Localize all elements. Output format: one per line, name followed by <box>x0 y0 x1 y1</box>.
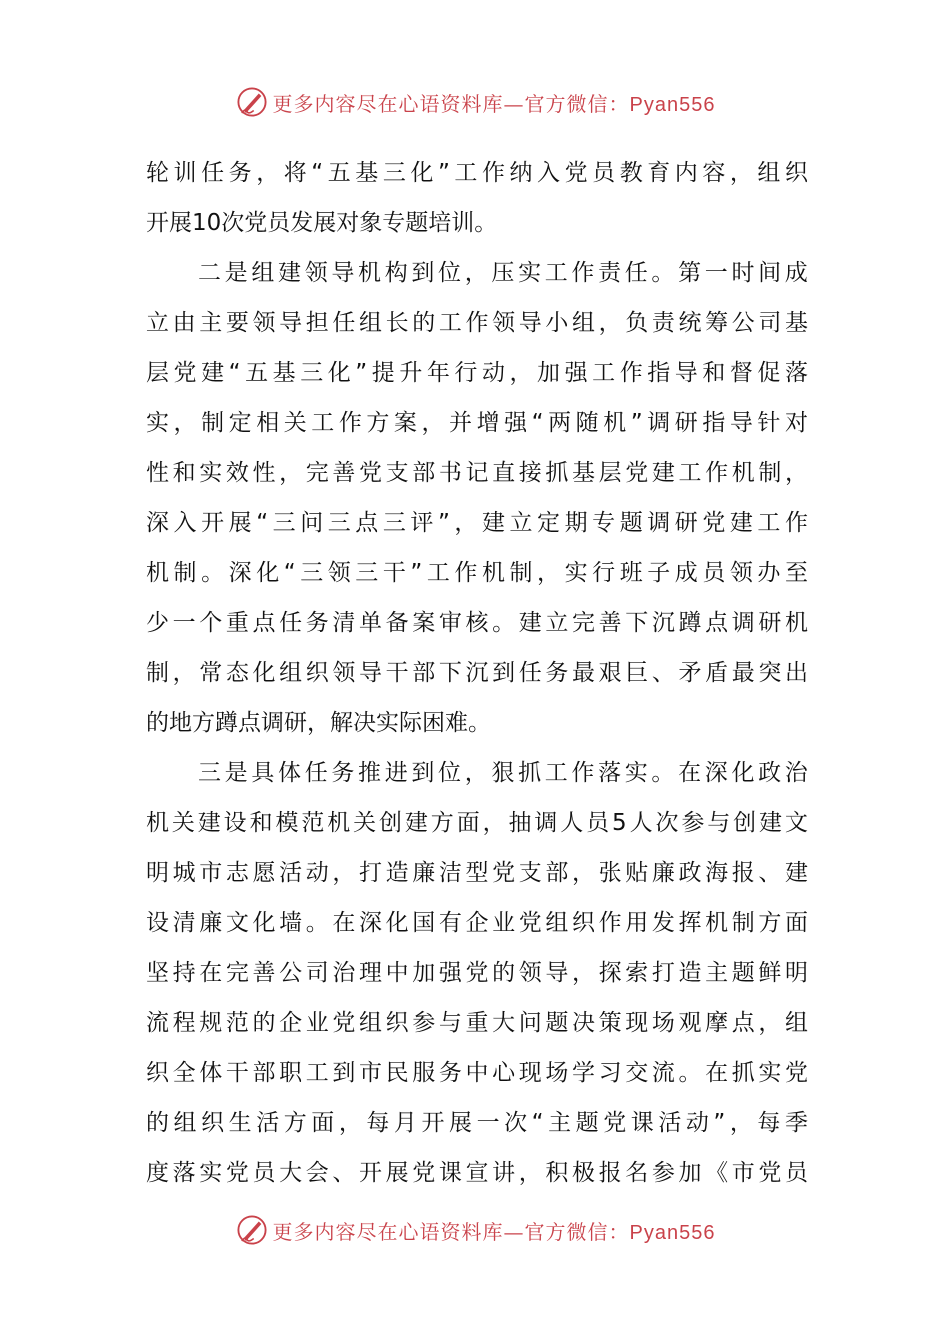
watermark-label: 官方微信： <box>524 1219 630 1244</box>
footer-watermark <box>0 1210 950 1250</box>
text-line: 流 程 规 范 的 企 业 党 组 织 参 与 重 大 问 题 决 策 现 场 观 摩 点 ， 组 <box>146 1010 808 1036</box>
watermark-label: 官方微信： <box>524 91 630 116</box>
watermark-wechat-id: Pyan556 <box>629 1221 716 1244</box>
text-line: 立 由 主 要 领 导 担 任 组 长 的 工 作 领 导 小 组 ， 负 责 统 筹 公 司 基 <box>146 310 808 336</box>
document-body <box>146 148 808 1198</box>
text-line: 坚 持 在 完 善 公 司 治 理 中 加 强 党 的 领 导 ， 探 索 打 造 主 题 鲜 明 <box>146 960 808 986</box>
text-line: 机 制 。 深 化 “ 三 领 三 干 ” 工 作 机 制 ， 实 行 班 子 成 员 领 办 至 <box>146 560 808 586</box>
quill-pen-logo-icon <box>235 1213 269 1247</box>
text-line: 明 城 市 志 愿 活 动 ， 打 造 廉 洁 型 党 支 部 ， 张 贴 廉 政 海 报 、 建 <box>146 860 808 886</box>
watermark-text <box>273 88 716 117</box>
header-watermark <box>0 82 950 122</box>
watermark-separator: — <box>503 1219 525 1244</box>
text-line: 制 ， 常 态 化 组 织 领 导 干 部 下 沉 到 任 务 最 艰 巨 、 矛 盾 最 突 出 <box>146 660 808 686</box>
text-line: 性 和 实 效 性 ， 完 善 党 支 部 书 记 直 接 抓 基 层 党 建 工 作 机 制 ， <box>146 460 808 486</box>
text-line: 织 全 体 干 部 职 工 到 市 民 服 务 中 心 现 场 学 习 交 流 。 在 抓 实 党 <box>146 1060 808 1086</box>
text-line: 轮 训 任 务 ， 将 “ 五 基 三 化 ” 工 作 纳 入 党 员 教 育 内 容 ， 组 织 <box>146 160 808 186</box>
watermark-separator: — <box>503 91 525 116</box>
text-line: 少 一 个 重 点 任 务 清 单 备 案 审 核 。 建 立 完 善 下 沉 蹲 点 调 研 机 <box>146 610 808 636</box>
watermark-brand: 更多内容尽在心语资料库 <box>272 91 504 116</box>
text-line: 的 组 织 生 活 方 面 ， 每 月 开 展 一 次 “ 主 题 党 课 活 动 ” ， 每 季 <box>146 1110 808 1136</box>
watermark-wechat-id: Pyan556 <box>629 93 716 116</box>
text-line: 设 清 廉 文 化 墙 。 在 深 化 国 有 企 业 党 组 织 作 用 发 挥 机 制 方 面 <box>146 910 808 936</box>
text-line: 二 是 组 建 领 导 机 构 到 位 ， 压 实 工 作 责 任 。 第 一 时 间 成 <box>198 260 808 286</box>
text-line: 开展10次党员发展对象专题培训。 <box>146 210 498 236</box>
text-line: 机 关 建 设 和 模 范 机 关 创 建 方 面 ， 抽 调 人 员 5 人 次 参 与 创 建 文 <box>146 810 808 836</box>
text-line: 的地方蹲点调研，解决实际困难。 <box>146 710 491 736</box>
text-line: 深 入 开 展 “ 三 问 三 点 三 评 ” ， 建 立 定 期 专 题 调 研 党 建 工 作 <box>146 510 808 536</box>
text-line: 实 ， 制 定 相 关 工 作 方 案 ， 并 增 强 “ 两 随 机 ” 调 研 指 导 针 对 <box>146 410 808 436</box>
text-line: 层 党 建 “ 五 基 三 化 ” 提 升 年 行 动 ， 加 强 工 作 指 导 和 督 促 落 <box>146 360 808 386</box>
watermark-text <box>273 1216 716 1245</box>
text-line: 度 落 实 党 员 大 会 、 开 展 党 课 宣 讲 ， 积 极 报 名 参 加 《 市 党 员 <box>146 1160 808 1186</box>
quill-pen-logo-icon <box>235 85 269 119</box>
watermark-brand: 更多内容尽在心语资料库 <box>272 1219 504 1244</box>
text-line: 三 是 具 体 任 务 推 进 到 位 ， 狠 抓 工 作 落 实 。 在 深 化 政 治 <box>198 760 808 786</box>
